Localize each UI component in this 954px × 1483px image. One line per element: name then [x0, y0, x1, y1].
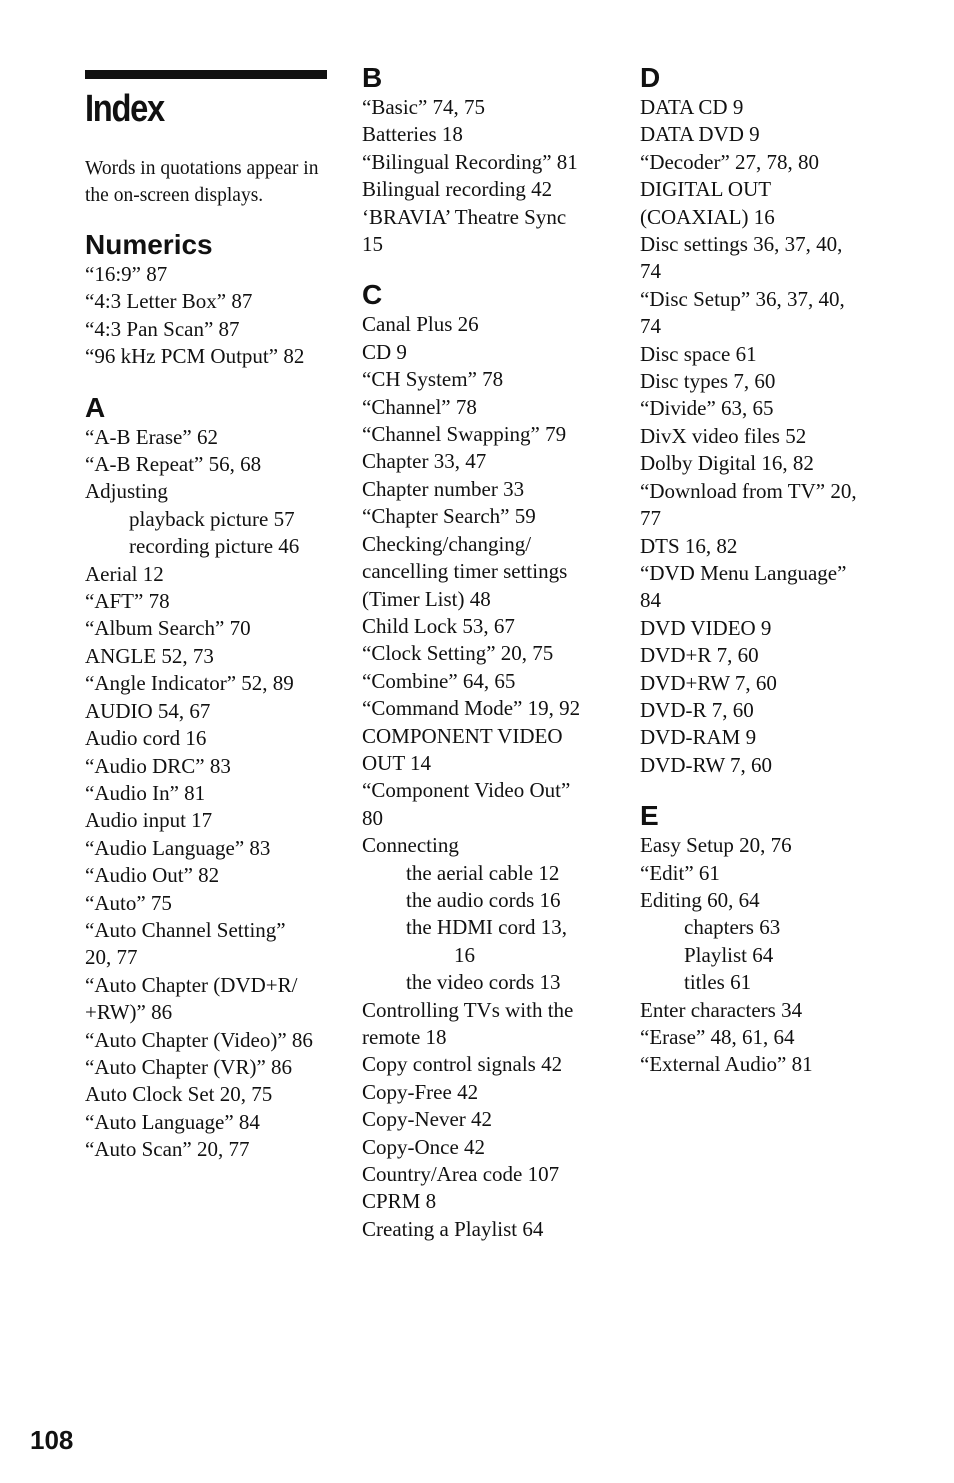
index-entry: “DVD Menu Language”	[640, 560, 847, 585]
index-entry: 15	[362, 232, 383, 257]
index-subentry: titles 61	[684, 970, 752, 995]
index-entry: Bilingual recording 42	[362, 177, 553, 202]
index-entry: “Auto Channel Setting”	[85, 917, 286, 942]
index-entry: “4:3 Pan Scan” 87	[85, 316, 240, 341]
index-entry: DVD-RAM 9	[640, 725, 757, 750]
index-entry: “Basic” 74, 75	[362, 95, 486, 119]
index-entry: DVD-RW 7, 60	[640, 752, 773, 777]
page-title: Index	[85, 88, 164, 130]
index-entry: ANGLE 52, 73	[85, 643, 214, 668]
index-entry: Copy-Never 42	[362, 1107, 493, 1132]
index-entry: COMPONENT VIDEO	[362, 723, 563, 748]
index-subentry: playback picture 57	[129, 506, 295, 531]
index-entry: Editing 60, 64	[640, 887, 760, 912]
index-subentry: chapters 63	[684, 915, 781, 940]
index-entry: “Erase” 48, 61, 64	[640, 1025, 795, 1049]
index-entry: “CH System” 78	[362, 367, 504, 392]
index-entry: AUDIO 54, 67	[85, 698, 211, 723]
section-heading: Numerics	[85, 229, 213, 260]
index-entry: Easy Setup 20, 76	[640, 833, 792, 858]
index-entry: “Audio In” 81	[85, 780, 206, 805]
index-entry: “Channel Swapping” 79	[362, 422, 567, 447]
title-rule	[85, 70, 327, 79]
page-number: 108	[30, 1425, 74, 1455]
index-entry: Copy-Free 42	[362, 1079, 479, 1104]
index-entry: (COAXIAL) 16	[640, 204, 775, 229]
index-subentry: the video cords 13	[406, 970, 561, 995]
index-entry: remote 18	[362, 1025, 447, 1049]
section-heading: E	[640, 800, 659, 832]
index-entry: “Audio Language” 83	[85, 835, 271, 860]
section-heading: A	[85, 391, 106, 423]
index-entry: DATA DVD 9	[640, 122, 760, 147]
index-entry: OUT 14	[362, 750, 432, 775]
index-entry: Creating a Playlist 64	[362, 1216, 544, 1241]
index-entry: DivX video files 52	[640, 423, 807, 448]
index-entry: “Angle Indicator” 52, 89	[85, 671, 294, 696]
index-entry: “Channel” 78	[362, 394, 477, 419]
index-entry: “Divide” 63, 65	[640, 396, 774, 421]
index-entry: Batteries 18	[362, 122, 463, 147]
index-entry: Controlling TVs with the	[362, 997, 574, 1022]
index-entry: Copy control signals 42	[362, 1052, 563, 1077]
index-entry: Child Lock 53, 67	[362, 613, 515, 638]
index-entry: Checking/changing/	[362, 531, 532, 556]
index-entry: 84	[640, 588, 661, 613]
index-entry: ‘BRAVIA’ Theatre Sync	[362, 204, 567, 229]
index-section	[362, 279, 617, 1243]
index-entry: DATA CD 9	[640, 95, 744, 119]
index-entry: “Download from TV” 20,	[640, 478, 857, 503]
index-entry: cancelling timer settings	[362, 559, 568, 584]
index-entry: “Auto Chapter (Video)” 86	[85, 1027, 313, 1052]
index-entry: Disc types 7, 60	[640, 369, 776, 394]
index-entry: “External Audio” 81	[640, 1052, 813, 1077]
index-section	[640, 800, 895, 1079]
index-entry: “Auto Language” 84	[85, 1109, 260, 1134]
index-entry: “Auto Chapter (VR)” 86	[85, 1054, 293, 1079]
index-entry: “96 kHz PCM Output” 82	[85, 344, 305, 369]
index-entry: CD 9	[362, 339, 407, 364]
section-heading: C	[362, 279, 383, 311]
index-subentry: Playlist 64	[684, 942, 774, 967]
index-entry: 77	[640, 506, 661, 531]
index-entry: “AFT” 78	[85, 589, 170, 614]
index-entry: “A-B Repeat” 56, 68	[85, 452, 262, 477]
index-entry: Disc space 61	[640, 341, 757, 366]
index-entry: “Auto Chapter (DVD+R/	[85, 972, 298, 997]
index-column-1	[85, 62, 330, 1185]
index-entry: Copy-Once 42	[362, 1134, 486, 1159]
index-entry: “Decoder” 27, 78, 80	[640, 149, 820, 174]
index-entry: Audio input 17	[85, 808, 213, 833]
index-subentry: the HDMI cord 13,	[406, 915, 567, 940]
index-entry: Chapter 33, 47	[362, 449, 487, 474]
index-entry: “Combine” 64, 65	[362, 668, 516, 693]
index-entry: “Component Video Out”	[362, 778, 571, 803]
index-entry: “Audio DRC” 83	[85, 753, 231, 778]
index-entry: CPRM 8	[362, 1189, 437, 1214]
index-entry: “Audio Out” 82	[85, 863, 220, 888]
index-subentry: 16	[454, 942, 475, 967]
index-entry: DVD VIDEO 9	[640, 615, 772, 640]
index-entry: “Bilingual Recording” 81	[362, 149, 578, 174]
index-entry: Audio cord 16	[85, 726, 207, 751]
index-entry: “Chapter Search” 59	[362, 504, 536, 529]
index-entry: Dolby Digital 16, 82	[640, 451, 814, 476]
index-entry: Auto Clock Set 20, 75	[85, 1082, 273, 1107]
index-column-3	[640, 62, 895, 1100]
index-section	[85, 392, 330, 1164]
index-entry: “Clock Setting” 20, 75	[362, 641, 554, 666]
index-entry: Chapter number 33	[362, 476, 525, 501]
index-entry: 74	[640, 314, 661, 339]
index-entry: “Command Mode” 19, 92	[362, 696, 581, 721]
index-entry: +RW)” 86	[85, 1000, 173, 1025]
index-entry: “Auto Scan” 20, 77	[85, 1137, 250, 1162]
index-entry: DIGITAL OUT	[640, 177, 772, 202]
index-entry: DTS 16, 82	[640, 533, 738, 558]
index-subentry: the aerial cable 12	[406, 860, 560, 885]
intro-text: Words in quotations appear in the on-screen displays.	[85, 158, 319, 206]
column-3-sections	[640, 62, 895, 1079]
index-entry: “Disc Setup” 36, 37, 40,	[640, 286, 845, 311]
index-column-2	[362, 62, 617, 1264]
index-entry: DVD-R 7, 60	[640, 697, 754, 722]
index-entry: “Auto” 75	[85, 890, 172, 915]
index-entry: 80	[362, 805, 383, 830]
index-entry: Enter characters 34	[640, 997, 803, 1022]
index-entry: “A-B Erase” 62	[85, 424, 218, 449]
section-heading: B	[362, 62, 383, 93]
index-entry: “Edit” 61	[640, 860, 720, 885]
index-entry: 74	[640, 259, 661, 284]
index-entry: Aerial 12	[85, 561, 164, 586]
section-heading: D	[640, 62, 661, 93]
index-entry: DVD+RW 7, 60	[640, 670, 777, 695]
index-entry: Connecting	[362, 833, 459, 858]
index-section	[362, 62, 617, 258]
index-entry: “4:3 Letter Box” 87	[85, 289, 253, 314]
index-section	[640, 62, 895, 779]
index-entry: Adjusting	[85, 479, 168, 504]
index-section	[85, 229, 330, 371]
index-entry: Disc settings 36, 37, 40,	[640, 232, 843, 257]
column-1-sections	[85, 229, 330, 1164]
index-subentry: recording picture 46	[129, 534, 300, 559]
index-entry: “16:9” 87	[85, 262, 168, 286]
index-entry: DVD+R 7, 60	[640, 643, 759, 668]
column-2-sections	[362, 62, 617, 1243]
index-entry: (Timer List) 48	[362, 586, 491, 611]
index-entry: Country/Area code 107	[362, 1162, 560, 1187]
index-entry: 20, 77	[85, 945, 138, 970]
index-entry: “Album Search” 70	[85, 616, 251, 641]
index-entry: Canal Plus 26	[362, 312, 479, 337]
index-subentry: the audio cords 16	[406, 887, 561, 912]
